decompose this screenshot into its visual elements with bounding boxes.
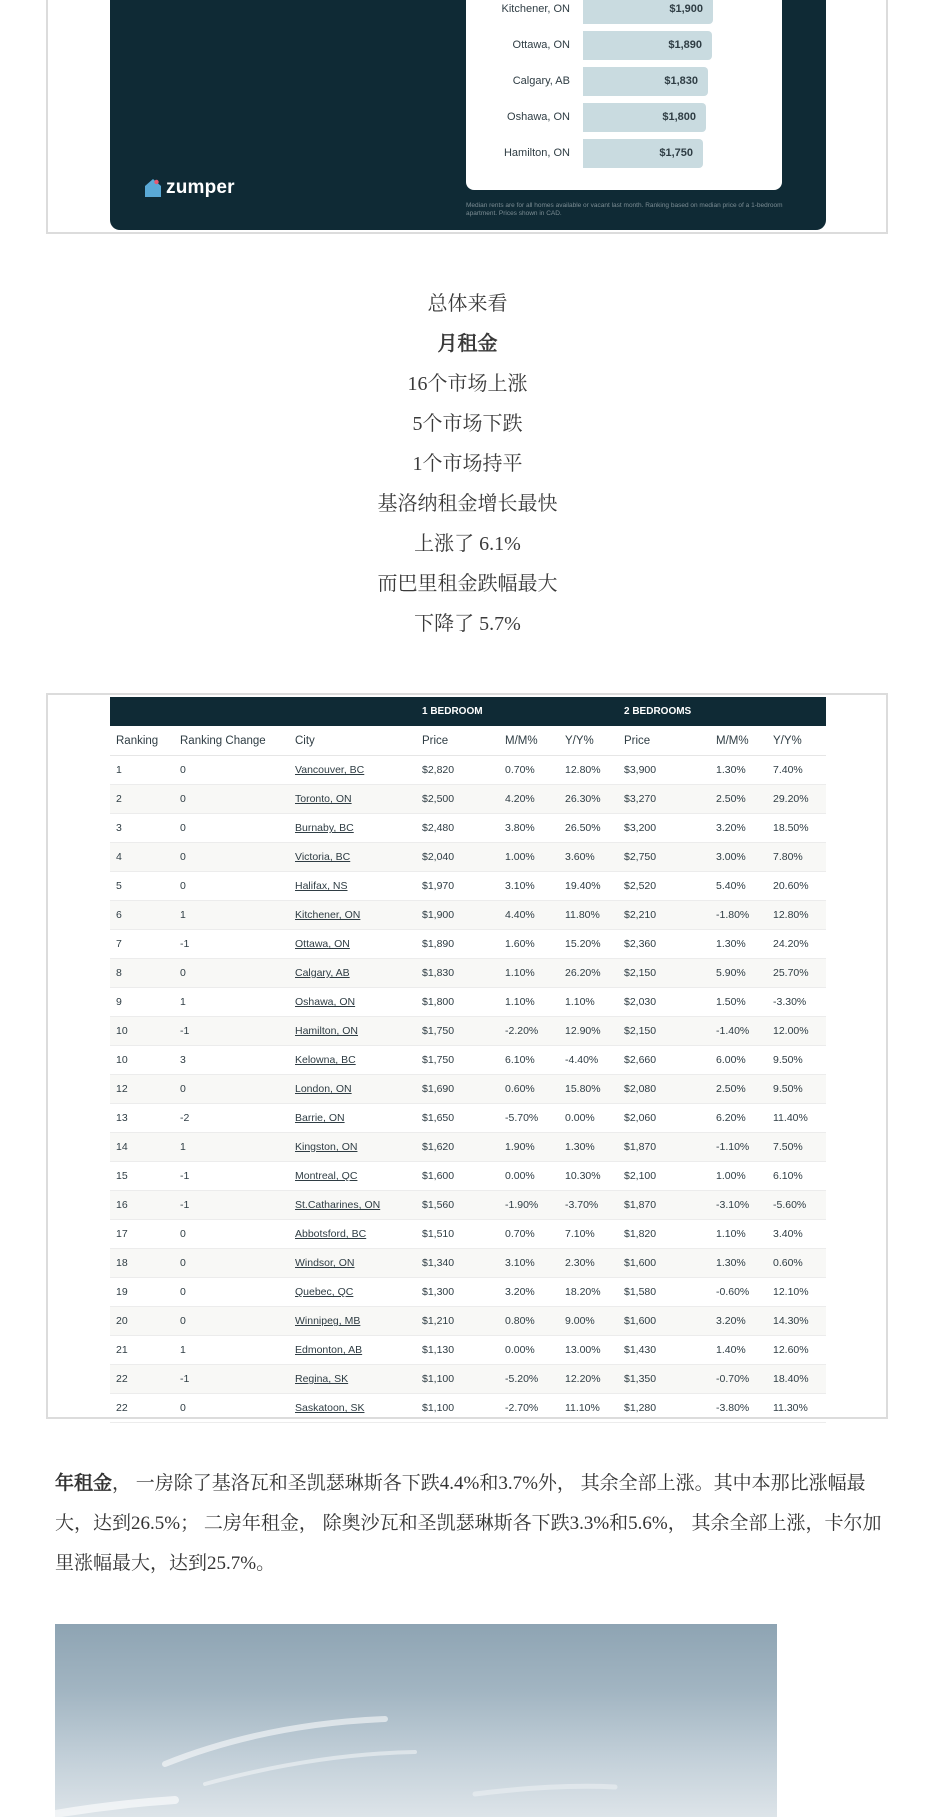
ranking-cell: 19 — [110, 1278, 174, 1307]
mm-1br-cell: 6.10% — [499, 1046, 559, 1075]
ranking-cell: 1 — [110, 756, 174, 785]
column-header: Y/Y% — [767, 726, 826, 756]
mm-1br-cell: 3.20% — [499, 1278, 559, 1307]
mm-1br-cell: 1.10% — [499, 959, 559, 988]
mm-2br-cell: 5.90% — [710, 959, 767, 988]
table-row — [110, 1191, 826, 1220]
price-1br-cell: $1,800 — [416, 988, 499, 1017]
yy-2br-cell: 18.50% — [767, 814, 826, 843]
logo-text: zumper — [166, 177, 235, 198]
price-2br-cell: $1,600 — [618, 1307, 710, 1336]
price-2br-cell: $2,360 — [618, 930, 710, 959]
two-bedrooms-header: 2 BEDROOMS — [618, 697, 826, 726]
ranking-change-cell: -1 — [174, 1162, 289, 1191]
bar-row — [466, 102, 782, 132]
yy-2br-cell: 7.80% — [767, 843, 826, 872]
price-1br-cell: $1,830 — [416, 959, 499, 988]
price-1br-cell: $1,620 — [416, 1133, 499, 1162]
bar-row — [466, 0, 782, 24]
chart-footnote: Median rents are for all homes available or vacant last month. Ranking based on median price of a 1-bedroom apartment. Prices shown in CAD. — [466, 202, 783, 217]
ranking-cell: 3 — [110, 814, 174, 843]
ranking-cell: 12 — [110, 1075, 174, 1104]
yy-2br-cell: 6.10% — [767, 1162, 826, 1191]
mm-1br-cell: -5.20% — [499, 1365, 559, 1394]
mm-2br-cell: 6.00% — [710, 1046, 767, 1075]
mm-1br-cell: 4.40% — [499, 901, 559, 930]
ranking-change-cell: 1 — [174, 901, 289, 930]
mm-1br-cell: -1.90% — [499, 1191, 559, 1220]
ranking-cell: 22 — [110, 1365, 174, 1394]
city-link[interactable]: Calgary, AB — [289, 959, 416, 988]
summary-line: 基洛纳租金增长最快 — [377, 493, 558, 515]
table-row — [110, 872, 826, 901]
group-header-row — [110, 697, 826, 726]
ranking-cell: 15 — [110, 1162, 174, 1191]
yy-1br-cell: 10.30% — [559, 1162, 618, 1191]
yy-2br-cell: 7.50% — [767, 1133, 826, 1162]
ranking-change-cell: 0 — [174, 1249, 289, 1278]
price-1br-cell: $1,600 — [416, 1162, 499, 1191]
yy-1br-cell: 3.60% — [559, 843, 618, 872]
price-2br-cell: $2,150 — [618, 959, 710, 988]
yy-2br-cell: 14.30% — [767, 1307, 826, 1336]
ranking-change-cell: 1 — [174, 988, 289, 1017]
mm-2br-cell: 1.30% — [710, 930, 767, 959]
ranking-change-cell: 0 — [174, 872, 289, 901]
table-row — [110, 901, 826, 930]
mm-2br-cell: 1.30% — [710, 756, 767, 785]
yy-1br-cell: 1.30% — [559, 1133, 618, 1162]
ranking-cell: 20 — [110, 1307, 174, 1336]
column-header: Price — [416, 726, 499, 756]
ranking-cell: 16 — [110, 1191, 174, 1220]
price-2br-cell: $1,870 — [618, 1133, 710, 1162]
yy-2br-cell: 12.80% — [767, 901, 826, 930]
ranking-change-cell: 3 — [174, 1046, 289, 1075]
bar — [583, 0, 713, 24]
ranking-cell: 13 — [110, 1104, 174, 1133]
yy-2br-cell: 24.20% — [767, 930, 826, 959]
table-row — [110, 1278, 826, 1307]
bar-value-label: $1,900 — [669, 3, 703, 15]
ranking-cell: 10 — [110, 1017, 174, 1046]
price-2br-cell: $2,210 — [618, 901, 710, 930]
bar-chart-panel — [466, 0, 782, 190]
mm-2br-cell: -1.10% — [710, 1133, 767, 1162]
yy-2br-cell: -3.30% — [767, 988, 826, 1017]
mm-2br-cell: 1.40% — [710, 1336, 767, 1365]
bar-city-label: Calgary, AB — [512, 75, 570, 87]
yy-1br-cell: 26.20% — [559, 959, 618, 988]
yy-1br-cell: 12.80% — [559, 756, 618, 785]
price-2br-cell: $1,870 — [618, 1191, 710, 1220]
price-1br-cell: $1,510 — [416, 1220, 499, 1249]
city-link[interactable]: Kingston, ON — [289, 1133, 416, 1162]
yy-1br-cell: 7.10% — [559, 1220, 618, 1249]
summary-line: 5个市场下跌 — [412, 413, 523, 435]
summary-line: 总体来看 — [427, 293, 508, 315]
ranking-change-cell: 1 — [174, 1336, 289, 1365]
price-1br-cell: $1,210 — [416, 1307, 499, 1336]
ranking-cell: 8 — [110, 959, 174, 988]
yy-1br-cell: 13.00% — [559, 1336, 618, 1365]
ranking-change-cell: 1 — [174, 1133, 289, 1162]
ranking-cell: 17 — [110, 1220, 174, 1249]
table-row — [110, 959, 826, 988]
ranking-change-cell: 0 — [174, 959, 289, 988]
city-link[interactable]: London, ON — [289, 1075, 416, 1104]
mm-2br-cell: 2.50% — [710, 785, 767, 814]
yy-2br-cell: 20.60% — [767, 872, 826, 901]
ranking-change-cell: 0 — [174, 1075, 289, 1104]
yy-2br-cell: 11.40% — [767, 1104, 826, 1133]
yy-2br-cell: 9.50% — [767, 1075, 826, 1104]
price-2br-cell: $2,060 — [618, 1104, 710, 1133]
ranking-cell: 4 — [110, 843, 174, 872]
ranking-cell: 22 — [110, 1394, 174, 1423]
ranking-change-cell: 0 — [174, 756, 289, 785]
city-link[interactable]: Kitchener, ON — [289, 901, 416, 930]
price-1br-cell: $1,100 — [416, 1365, 499, 1394]
price-1br-cell: $1,750 — [416, 1046, 499, 1075]
mm-1br-cell: 0.60% — [499, 1075, 559, 1104]
bar-city-label: Hamilton, ON — [503, 147, 570, 159]
mm-2br-cell: 3.00% — [710, 843, 767, 872]
mm-2br-cell: -1.80% — [710, 901, 767, 930]
price-2br-cell: $1,820 — [618, 1220, 710, 1249]
price-2br-cell: $2,030 — [618, 988, 710, 1017]
price-1br-cell: $2,500 — [416, 785, 499, 814]
city-link[interactable]: Windsor, ON — [289, 1249, 416, 1278]
yy-2br-cell: 3.40% — [767, 1220, 826, 1249]
mm-2br-cell: 1.00% — [710, 1162, 767, 1191]
price-2br-cell: $1,350 — [618, 1365, 710, 1394]
table-row — [110, 814, 826, 843]
one-bedroom-header: 1 BEDROOM — [416, 697, 618, 726]
city-link[interactable]: Regina, SK — [289, 1365, 416, 1394]
price-2br-cell: $3,200 — [618, 814, 710, 843]
yy-2br-cell: 11.30% — [767, 1394, 826, 1423]
price-1br-cell: $1,340 — [416, 1249, 499, 1278]
ranking-cell: 14 — [110, 1133, 174, 1162]
table-row — [110, 1365, 826, 1394]
table-row — [110, 1249, 826, 1278]
bar — [583, 31, 712, 60]
ranking-change-cell: 0 — [174, 1220, 289, 1249]
city-link[interactable]: Victoria, BC — [289, 843, 416, 872]
mm-2br-cell: -3.10% — [710, 1191, 767, 1220]
ranking-change-cell: 0 — [174, 785, 289, 814]
yy-1br-cell: 12.20% — [559, 1365, 618, 1394]
ranking-cell: 2 — [110, 785, 174, 814]
yy-1br-cell: -4.40% — [559, 1046, 618, 1075]
yy-1br-cell: 11.10% — [559, 1394, 618, 1423]
city-link[interactable]: Oshawa, ON — [289, 988, 416, 1017]
yy-2br-cell: 12.00% — [767, 1017, 826, 1046]
yy-2br-cell: 12.60% — [767, 1336, 826, 1365]
city-link[interactable]: Abbotsford, BC — [289, 1220, 416, 1249]
mm-2br-cell: 3.20% — [710, 1307, 767, 1336]
table-row — [110, 1104, 826, 1133]
mm-2br-cell: -3.80% — [710, 1394, 767, 1423]
column-header: Ranking Change — [174, 726, 289, 756]
cloud-streaks — [55, 1624, 777, 1817]
table-row — [110, 843, 826, 872]
column-header: Y/Y% — [559, 726, 618, 756]
bar-city-label: Oshawa, ON — [507, 111, 570, 123]
ranking-cell: 7 — [110, 930, 174, 959]
ranking-change-cell: -1 — [174, 930, 289, 959]
city-link[interactable]: Edmonton, AB — [289, 1336, 416, 1365]
yy-1br-cell: 11.80% — [559, 901, 618, 930]
ranking-cell: 9 — [110, 988, 174, 1017]
house-icon — [144, 178, 162, 198]
yy-1br-cell: -3.70% — [559, 1191, 618, 1220]
yy-2br-cell: 7.40% — [767, 756, 826, 785]
ranking-change-cell: -1 — [174, 1017, 289, 1046]
sky-photo — [55, 1624, 777, 1817]
price-1br-cell: $1,690 — [416, 1075, 499, 1104]
bar-city-label: Ottawa, ON — [512, 39, 570, 51]
price-2br-cell: $1,580 — [618, 1278, 710, 1307]
summary-line: 下降了 5.7% — [414, 613, 521, 635]
table-row — [110, 988, 826, 1017]
city-link[interactable]: Burnaby, BC — [289, 814, 416, 843]
bar-row — [466, 66, 782, 96]
city-link[interactable]: St.Catharines, ON — [289, 1191, 416, 1220]
mm-2br-cell: 1.30% — [710, 1249, 767, 1278]
bar — [583, 67, 708, 96]
yy-2br-cell: 18.40% — [767, 1365, 826, 1394]
summary-line: 1个市场持平 — [412, 453, 523, 475]
rent-rankings-table — [110, 697, 826, 1423]
zumper-logo — [144, 176, 235, 200]
table-row — [110, 1133, 826, 1162]
price-1br-cell: $1,300 — [416, 1278, 499, 1307]
column-header: M/M% — [499, 726, 559, 756]
summary-heading: 月租金 — [437, 333, 498, 355]
mm-2br-cell: 2.50% — [710, 1075, 767, 1104]
price-2br-cell: $2,660 — [618, 1046, 710, 1075]
table-row — [110, 1394, 826, 1423]
price-2br-cell: $2,150 — [618, 1017, 710, 1046]
city-link[interactable]: Winnipeg, MB — [289, 1307, 416, 1336]
yy-2br-cell: 0.60% — [767, 1249, 826, 1278]
price-1br-cell: $1,650 — [416, 1104, 499, 1133]
price-2br-cell: $2,750 — [618, 843, 710, 872]
yy-1br-cell: 12.90% — [559, 1017, 618, 1046]
bar — [583, 139, 703, 168]
mm-2br-cell: 3.20% — [710, 814, 767, 843]
paragraph-bold-lead: 年租金 — [55, 1473, 113, 1494]
yy-1br-cell: 2.30% — [559, 1249, 618, 1278]
table-row — [110, 756, 826, 785]
mm-1br-cell: 0.80% — [499, 1307, 559, 1336]
table-row — [110, 1162, 826, 1191]
price-2br-cell: $1,600 — [618, 1249, 710, 1278]
annual-rent-paragraph — [55, 1464, 885, 1584]
mm-2br-cell: 1.10% — [710, 1220, 767, 1249]
bar-value-label: $1,750 — [659, 147, 693, 159]
yy-1br-cell: 15.80% — [559, 1075, 618, 1104]
mm-1br-cell: 4.20% — [499, 785, 559, 814]
city-link[interactable]: Barrie, ON — [289, 1104, 416, 1133]
ranking-change-cell: -1 — [174, 1365, 289, 1394]
bar-value-label: $1,890 — [668, 39, 702, 51]
price-1br-cell: $1,750 — [416, 1017, 499, 1046]
summary-line: 上涨了 6.1% — [414, 533, 521, 555]
summary-section — [0, 284, 935, 644]
yy-2br-cell: 12.10% — [767, 1278, 826, 1307]
table-row — [110, 1220, 826, 1249]
yy-1br-cell: 18.20% — [559, 1278, 618, 1307]
table-row — [110, 1336, 826, 1365]
ranking-cell: 18 — [110, 1249, 174, 1278]
mm-1br-cell: 0.00% — [499, 1162, 559, 1191]
rankings-table-frame — [46, 693, 888, 1419]
mm-1br-cell: 0.70% — [499, 1220, 559, 1249]
ranking-cell: 6 — [110, 901, 174, 930]
price-1br-cell: $1,560 — [416, 1191, 499, 1220]
ranking-change-cell: -2 — [174, 1104, 289, 1133]
city-link[interactable]: Toronto, ON — [289, 785, 416, 814]
city-link[interactable]: Montreal, QC — [289, 1162, 416, 1191]
ranking-cell: 5 — [110, 872, 174, 901]
ranking-cell: 10 — [110, 1046, 174, 1075]
city-link[interactable]: Halifax, NS — [289, 872, 416, 901]
price-1br-cell: $1,100 — [416, 1394, 499, 1423]
mm-1br-cell: 0.70% — [499, 756, 559, 785]
bar — [583, 103, 706, 132]
yy-2br-cell: 29.20% — [767, 785, 826, 814]
price-2br-cell: $3,900 — [618, 756, 710, 785]
yy-1br-cell: 26.50% — [559, 814, 618, 843]
yy-2br-cell: 9.50% — [767, 1046, 826, 1075]
yy-1br-cell: 0.00% — [559, 1104, 618, 1133]
bar-value-label: $1,800 — [662, 111, 696, 123]
column-header: Price — [618, 726, 710, 756]
ranking-change-cell: 0 — [174, 1394, 289, 1423]
price-2br-cell: $1,280 — [618, 1394, 710, 1423]
city-link[interactable]: Ottawa, ON — [289, 930, 416, 959]
price-1br-cell: $1,130 — [416, 1336, 499, 1365]
yy-1br-cell: 1.10% — [559, 988, 618, 1017]
price-2br-cell: $3,270 — [618, 785, 710, 814]
mm-2br-cell: 5.40% — [710, 872, 767, 901]
city-link[interactable]: Saskatoon, SK — [289, 1394, 416, 1423]
mm-1br-cell: 1.00% — [499, 843, 559, 872]
mm-2br-cell: -0.60% — [710, 1278, 767, 1307]
yy-1br-cell: 19.40% — [559, 872, 618, 901]
city-link[interactable]: Hamilton, ON — [289, 1017, 416, 1046]
column-header-row — [110, 726, 826, 756]
summary-line: 而巴里租金跌幅最大 — [377, 573, 558, 595]
table-row — [110, 930, 826, 959]
mm-1br-cell: 1.90% — [499, 1133, 559, 1162]
ranking-cell: 21 — [110, 1336, 174, 1365]
bar-row — [466, 138, 782, 168]
ranking-change-cell: 0 — [174, 843, 289, 872]
ranking-change-cell: 0 — [174, 1307, 289, 1336]
table-row — [110, 1075, 826, 1104]
price-1br-cell: $1,900 — [416, 901, 499, 930]
yy-2br-cell: -5.60% — [767, 1191, 826, 1220]
mm-1br-cell: 1.60% — [499, 930, 559, 959]
price-2br-cell: $1,430 — [618, 1336, 710, 1365]
price-1br-cell: $2,480 — [416, 814, 499, 843]
mm-1br-cell: 3.10% — [499, 872, 559, 901]
yy-1br-cell: 9.00% — [559, 1307, 618, 1336]
city-link[interactable]: Vancouver, BC — [289, 756, 416, 785]
mm-1br-cell: -5.70% — [499, 1104, 559, 1133]
yy-2br-cell: 25.70% — [767, 959, 826, 988]
mm-1br-cell: 1.10% — [499, 988, 559, 1017]
mm-2br-cell: -0.70% — [710, 1365, 767, 1394]
city-link[interactable]: Quebec, QC — [289, 1278, 416, 1307]
price-2br-cell: $2,520 — [618, 872, 710, 901]
column-header: Ranking — [110, 726, 174, 756]
city-link[interactable]: Kelowna, BC — [289, 1046, 416, 1075]
column-header: M/M% — [710, 726, 767, 756]
bar-value-label: $1,830 — [664, 75, 698, 87]
mm-1br-cell: 3.10% — [499, 1249, 559, 1278]
table-row — [110, 785, 826, 814]
table-row — [110, 1017, 826, 1046]
mm-1br-cell: 0.00% — [499, 1336, 559, 1365]
summary-line: 16个市场上涨 — [407, 373, 528, 395]
ranking-change-cell: 0 — [174, 814, 289, 843]
mm-2br-cell: 1.50% — [710, 988, 767, 1017]
price-1br-cell: $1,970 — [416, 872, 499, 901]
ranking-change-cell: -1 — [174, 1191, 289, 1220]
yy-1br-cell: 26.30% — [559, 785, 618, 814]
price-1br-cell: $1,890 — [416, 930, 499, 959]
mm-2br-cell: 6.20% — [710, 1104, 767, 1133]
price-2br-cell: $2,100 — [618, 1162, 710, 1191]
rent-chart-card — [110, 0, 826, 230]
table-row — [110, 1046, 826, 1075]
chart-image-frame — [46, 0, 888, 234]
mm-2br-cell: -1.40% — [710, 1017, 767, 1046]
table-row — [110, 1307, 826, 1336]
mm-1br-cell: 3.80% — [499, 814, 559, 843]
bar-city-label: Kitchener, ON — [501, 3, 570, 15]
yy-1br-cell: 15.20% — [559, 930, 618, 959]
price-1br-cell: $2,820 — [416, 756, 499, 785]
price-1br-cell: $2,040 — [416, 843, 499, 872]
column-header: City — [289, 726, 416, 756]
price-2br-cell: $2,080 — [618, 1075, 710, 1104]
mm-1br-cell: -2.20% — [499, 1017, 559, 1046]
paragraph-text: ， 一房除了基洛瓦和圣凯瑟琳斯各下跌4.4%和3.7%外， 其余全部上涨。其中本那比涨幅最大，达到26.5%； 二房年租金， 除奥沙瓦和圣凯瑟琳斯各下跌3.3%和5.6%， 其余全部上涨，卡尔加里涨幅最大，达到25.7%。 — [55, 1473, 882, 1574]
mm-1br-cell: -2.70% — [499, 1394, 559, 1423]
ranking-change-cell: 0 — [174, 1278, 289, 1307]
bar-row — [466, 30, 782, 60]
